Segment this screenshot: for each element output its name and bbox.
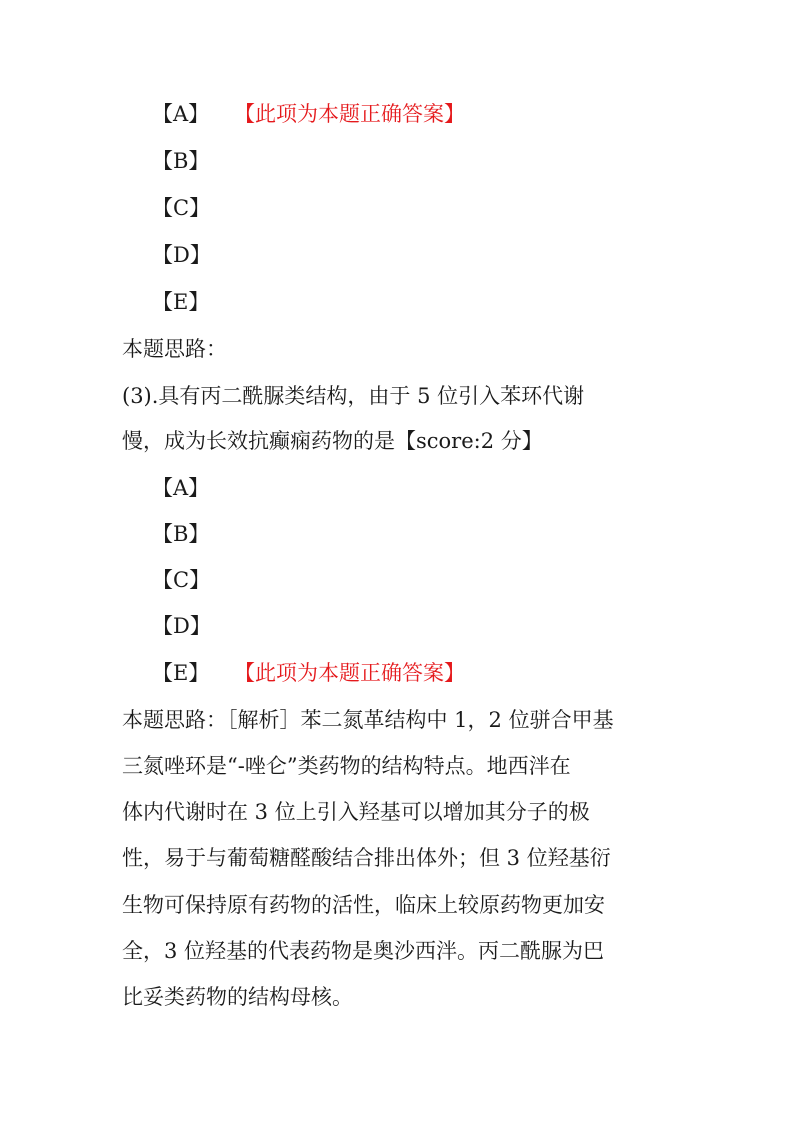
option-label: 【B】	[152, 149, 210, 173]
option-label: 【B】	[152, 522, 210, 546]
q3-option-b	[152, 520, 234, 548]
q3-analysis-line-6: 全，3 位羟基的代表药物是奥沙西泮。丙二酰脲为巴	[122, 939, 605, 963]
q3-question-line-1: (3).具有丙二酰脲类结构，由于 5 位引入苯环代谢	[122, 384, 585, 408]
q3-analysis-line-3: 体内代谢时在 3 位上引入羟基可以增加其分子的极	[122, 800, 590, 824]
correct-answer-note: 【此项为本题正确答案】	[234, 102, 465, 126]
option-label: 【C】	[152, 196, 211, 220]
q2-option-c	[152, 194, 234, 222]
q3-option-c	[152, 566, 234, 594]
q2-option-e	[152, 288, 234, 316]
q2-option-d	[152, 241, 234, 269]
q3-analysis-line-2: 三氮唑环是“-唑仑”类药物的结构特点。地西泮在	[122, 754, 571, 778]
q3-option-d	[152, 612, 234, 640]
q2-option-a	[152, 100, 465, 128]
q2-option-b	[152, 147, 234, 175]
q3-option-e	[152, 659, 465, 687]
option-label: 【A】	[152, 476, 210, 500]
option-label: 【D】	[152, 614, 211, 638]
q2-analysis-label: 本题思路：	[122, 337, 227, 361]
q3-analysis-line-4: 性，易于与葡萄糖醛酸结合排出体外；但 3 位羟基衍	[122, 846, 611, 870]
q3-question-line-2: 慢，成为长效抗癫痫药物的是【score:2 分】	[122, 429, 543, 453]
option-label: 【E】	[152, 661, 210, 685]
option-label: 【D】	[152, 243, 211, 267]
q3-analysis-line-5: 生物可保持原有药物的活性，临床上较原药物更加安	[122, 893, 605, 917]
q3-analysis-line-1: 本题思路：［解析］苯二氮革结构中 1，2 位骈合甲基	[122, 708, 614, 732]
q3-analysis-line-7: 比妥类药物的结构母核。	[122, 985, 353, 1009]
option-label: 【A】	[152, 102, 210, 126]
option-label: 【E】	[152, 290, 210, 314]
correct-answer-note: 【此项为本题正确答案】	[234, 661, 465, 685]
q3-option-a	[152, 474, 234, 502]
option-label: 【C】	[152, 568, 211, 592]
